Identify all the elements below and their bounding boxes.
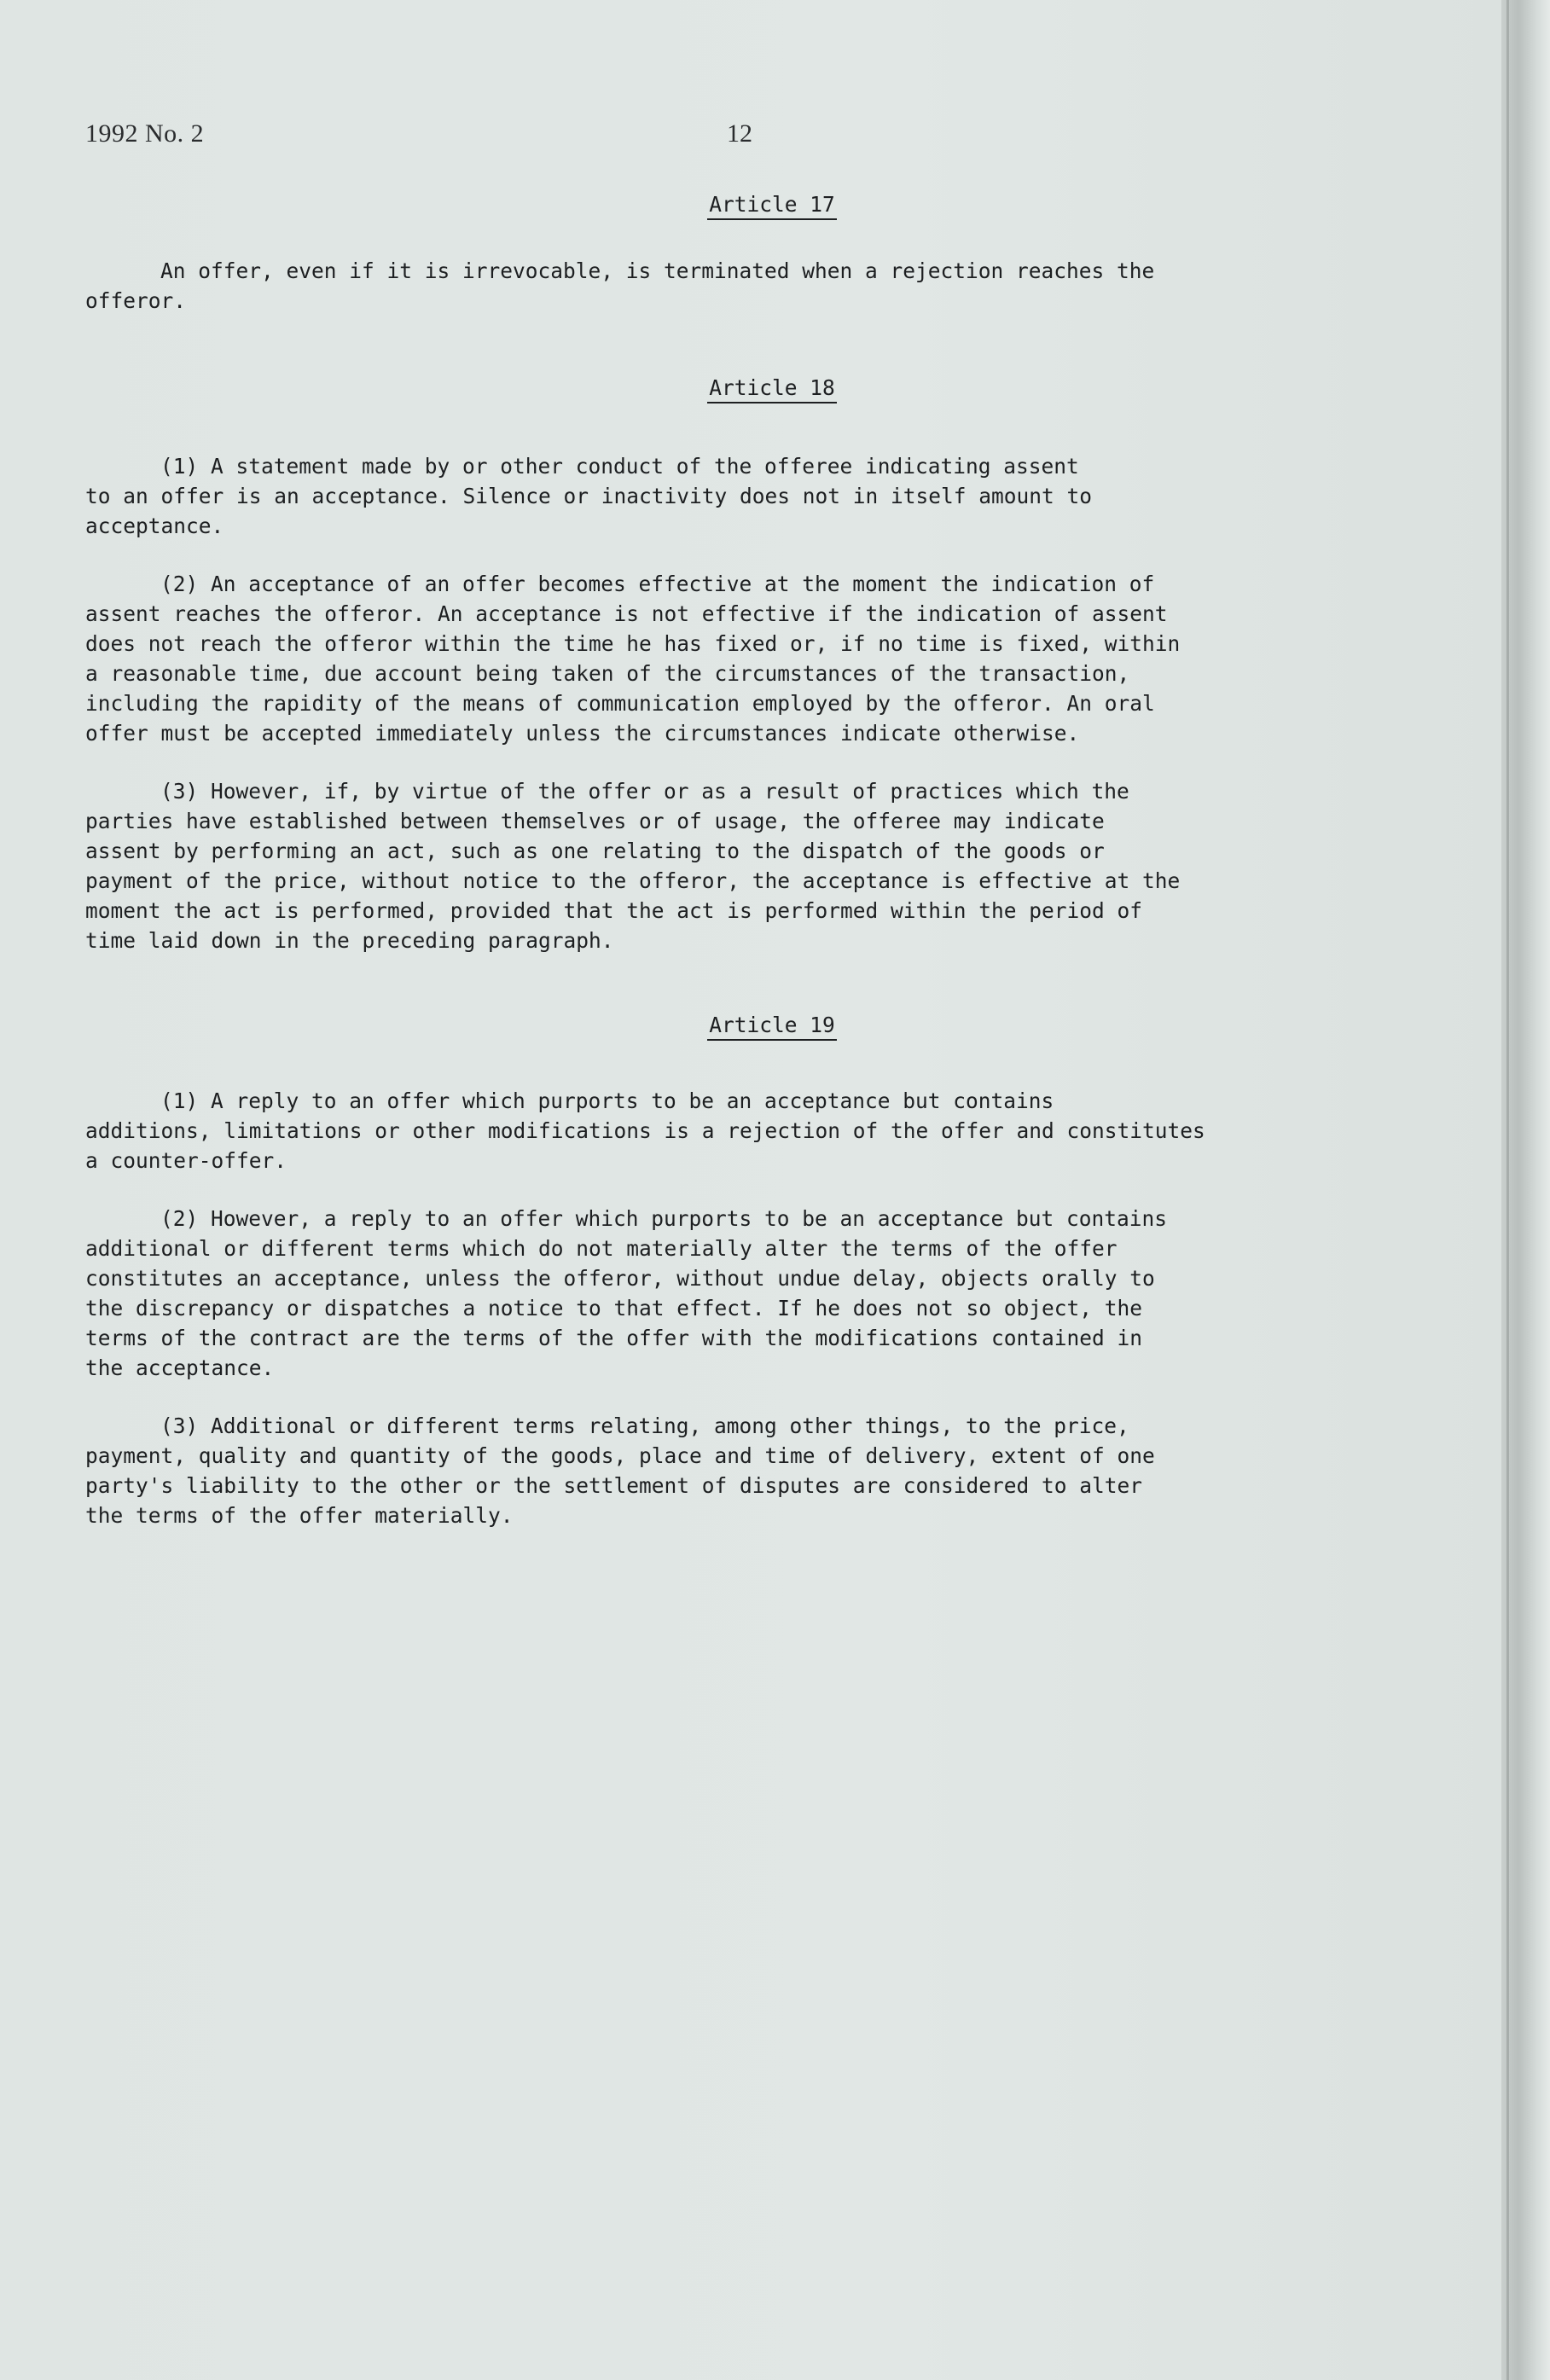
article-paragraph: (3) Additional or different terms relating, among other things, to the price, payment, quality and quantity of the goods, place and time of delivery, extent of one party's liability to the other or the settlement of disputes are considered to alter the terms of the offer materially.: [85, 1413, 1155, 1528]
article-title: Article 18: [707, 374, 837, 403]
article-17: [85, 189, 1416, 316]
article-paragraph: (3) However, if, by virtue of the offer or as a result of practices which the parties have established between themselves or of usage, the offeree may indicate assent by performing an act, such as one relating to the dispatch of the goods or payment of the price, without notice to the offeror, the acceptance is effective at the moment the act is performed, provided that the act is performed within the period of time laid down in the preceding paragraph.: [85, 779, 1181, 953]
article-paragraph: (1) A reply to an offer which purports to be an acceptance but contains additions, limitations or other modifications is a rejection of the offer and constitutes a counter-offer.: [85, 1088, 1205, 1173]
document-body: [85, 189, 1416, 1530]
article-title: Article 19: [707, 1012, 837, 1041]
article-title: Article 17: [707, 191, 837, 220]
page-number: 12: [727, 119, 752, 148]
document-reference: 1992 No. 2: [85, 119, 205, 148]
article-paragraph: An offer, even if it is irrevocable, is terminated when a rejection reaches the offeror.: [85, 258, 1155, 313]
article-paragraph: (1) A statement made by or other conduct of the offeree indicating assent to an offer is an acceptance. Silence or inactivity does not in itself amount to acceptance.: [85, 454, 1093, 538]
article-paragraph: (2) However, a reply to an offer which purports to be an acceptance but contains additional or different terms which do not materially alter the terms of the offer constitutes an acceptance, unless the offeror, without undue delay, objects orally to the discrepancy or dispatches a notice to that effect. If he does not so object, the terms of the contract are the terms of the offer with the modifications contained in the acceptance.: [85, 1206, 1168, 1380]
article-paragraph: (2) An acceptance of an offer becomes effective at the moment the indication of assent reaches the offeror. An acceptance is not effective if the indication of assent does not reach the offeror within the time he has fixed or, if no time is fixed, within a reasonable time, due account being taken of the circumstances of the transaction, including the rapidity of the means of communication employed by the offeror. An oral offer must be accepted immediately unless the circumstances indicate otherwise.: [85, 572, 1181, 746]
article-19: [85, 1010, 1416, 1530]
article-18: [85, 373, 1416, 955]
page-binding-edge: [1501, 0, 1550, 2380]
